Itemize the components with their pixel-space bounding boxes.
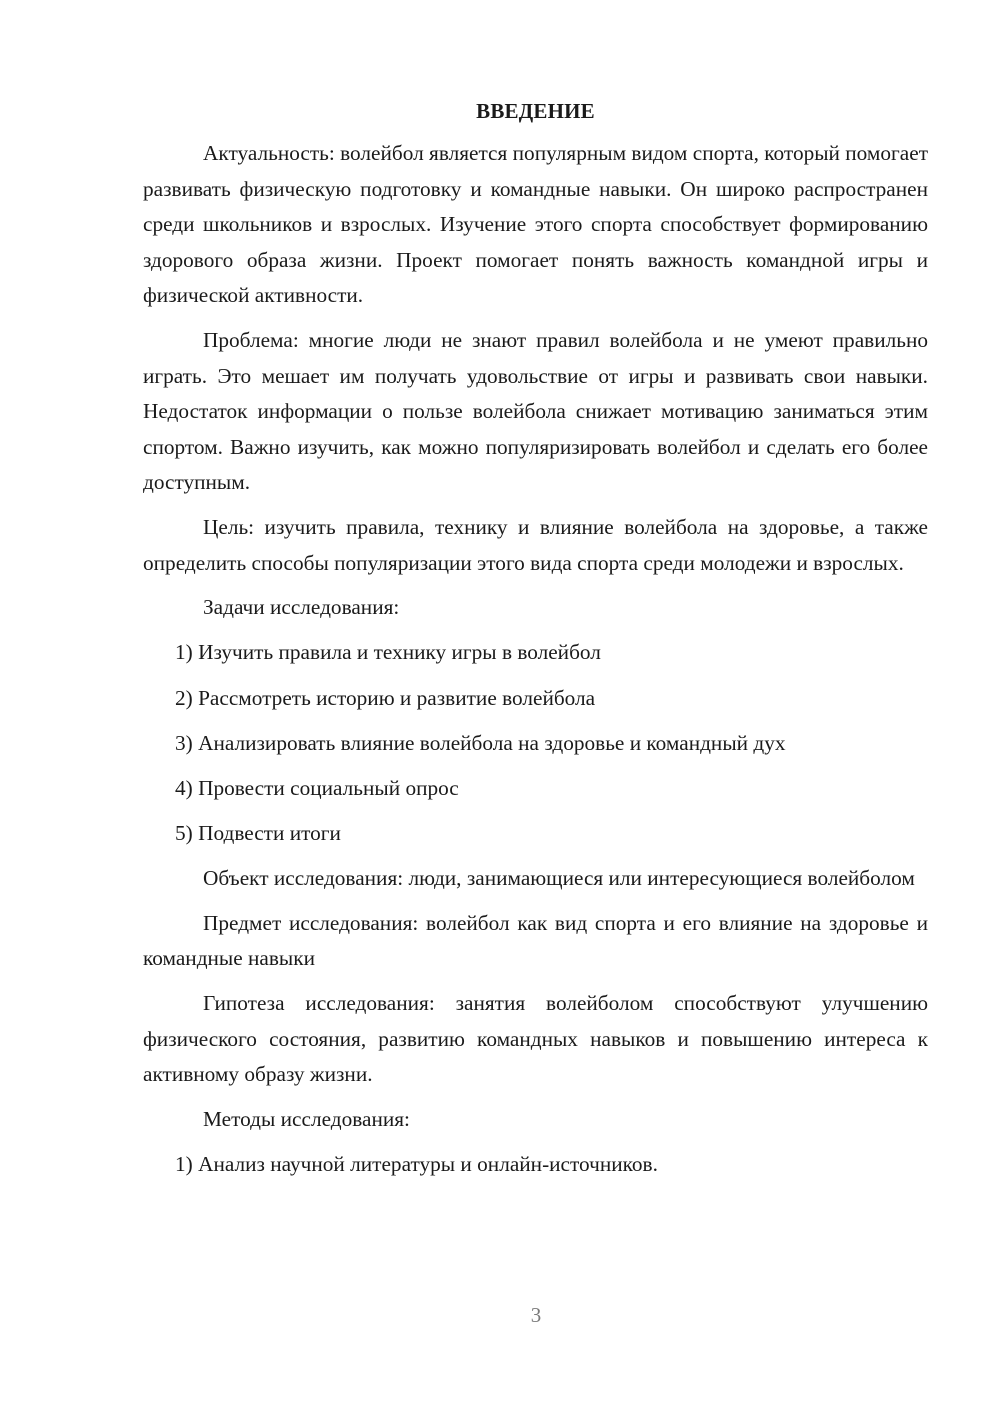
task-item-2: 2) Рассмотреть историю и развитие волейбола [175,685,596,710]
paragraph-subject: Предмет исследования: волейбол как вид спорта и его влияние на здоровье и командные навыки [143,910,928,971]
page-number: 3 [530,1303,542,1327]
task-item-3: 3) Анализировать влияние волейбола на здоровье и командный дух [175,730,786,755]
methods-heading: Методы исследования: [203,1106,410,1131]
paragraph-hypothesis: Гипотеза исследования: занятия волейболом способствуют улучшению физического состояния, развитию командных навыков и повышению интереса к активному образу жизни. [143,991,928,1087]
document-page [143,96,928,1192]
paragraph-problem: Проблема: многие люди не знают правил волейбола и не умеют правильно играть. Это мешает им получать удовольствие от игры и развивать свои навыки. Недостаток информации о пользе волейбола снижает мотивацию заниматься этим спортом. Важно изучить, как можно популяризировать волейбол и сделать его более доступным. [143,327,928,495]
method-item-1: 1) Анализ научной литературы и онлайн-источников. [175,1152,658,1176]
tasks-heading: Задачи исследования: [203,595,400,620]
paragraph-relevance: Актуальность: волейбол является популярным видом спорта, который помогает развивать физическую подготовку и командные навыки. Он широко распространен среди школьников и взрослых. Изучение этого спорта способствует формированию здорового образа жизни. Проект помогает понять важность командной игры и физической активности. [143,141,928,308]
task-item-4: 4) Провести социальный опрос [175,775,459,800]
task-item-1: 1) Изучить правила и технику игры в волейбол [175,640,601,665]
section-title: ВВЕДЕНИЕ [476,99,595,123]
task-item-5: 5) Подвести итоги [175,821,341,846]
paragraph-object: Объект исследования: люди, занимающиеся или интересующиеся волейболом [203,866,915,891]
paragraph-goal: Цель: изучить правила, технику и влияние волейбола на здоровье, а также определить способы популяризации этого вида спорта среди молодежи и взрослых. [143,514,928,575]
